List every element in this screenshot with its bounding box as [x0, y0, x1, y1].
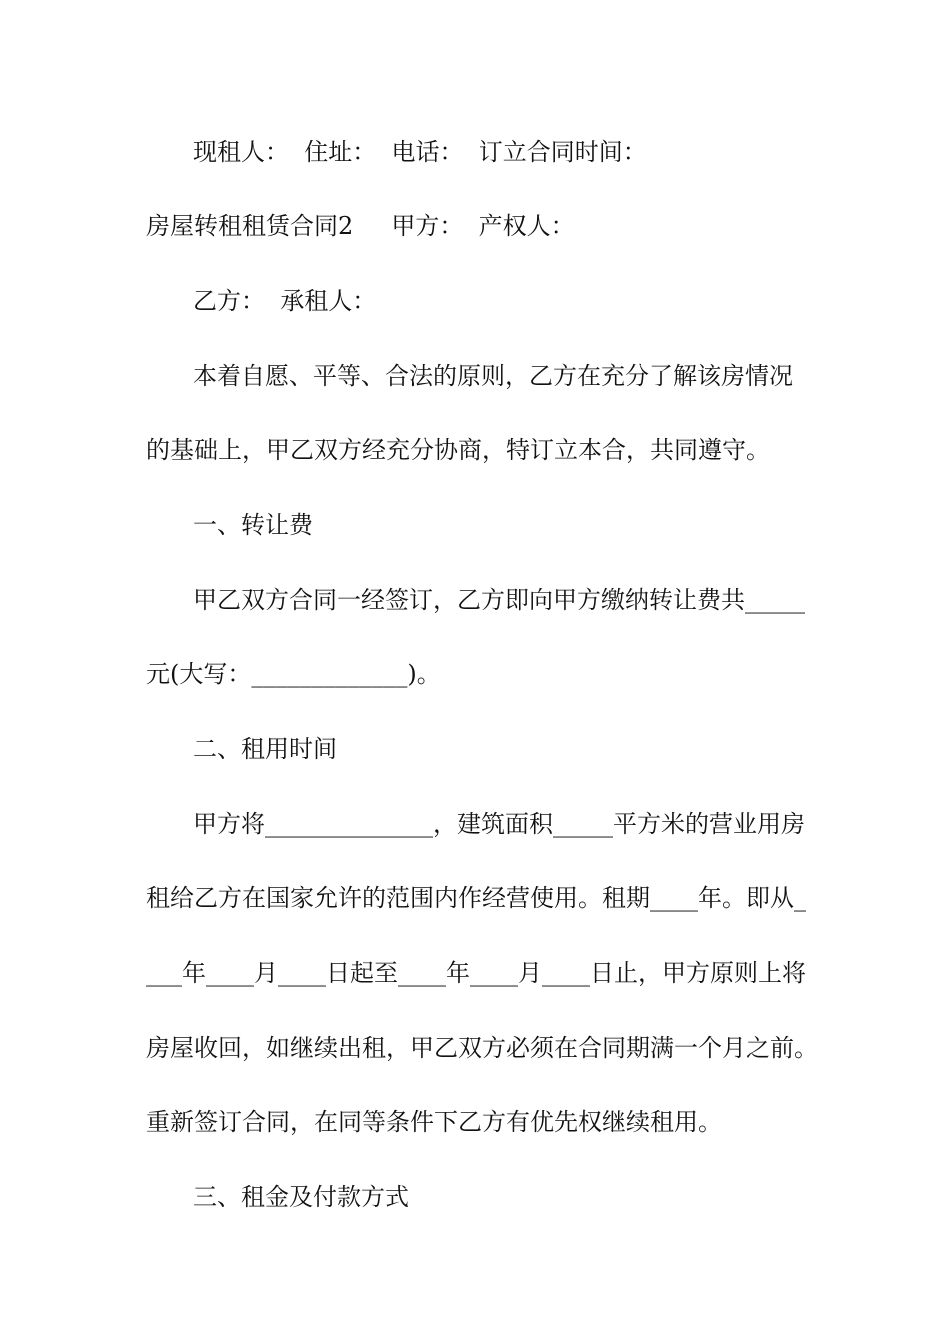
paragraph-line: 元(大写：_____________)。 — [146, 660, 441, 688]
paragraph-line: 租给乙方在国家允许的范围内作经营使用。租期____年。即从_ — [146, 884, 806, 912]
paragraph-line: 重新签订合同，在同等条件下乙方有优先权继续租用。 — [146, 1108, 722, 1136]
paragraph-line: 的基础上，甲乙双方经充分协商，特订立本合，共同遵守。 — [146, 436, 770, 464]
party-b-line: 乙方： 承租人： — [193, 287, 377, 315]
paragraph-line: 甲乙双方合同一经签订，乙方即向甲方缴纳转让费共_____ — [193, 586, 805, 614]
section-heading-rent-payment: 三、租金及付款方式 — [193, 1183, 409, 1211]
paragraph-line: 甲方将______________，建筑面积_____平方米的营业用房 — [193, 810, 805, 838]
section-heading-transfer-fee: 一、转让费 — [193, 511, 313, 539]
contract-title-line: 房屋转租租赁合同2 甲方： 产权人： — [146, 212, 575, 240]
paragraph-line: ___年____月____日起至____年____月____日止，甲方原则上将 — [146, 959, 806, 987]
paragraph-line: 本着自愿、平等、合法的原则，乙方在充分了解该房情况 — [193, 362, 793, 390]
header-info-line: 现租人： 住址： 电话： 订立合同时间： — [193, 138, 647, 166]
paragraph-line: 房屋收回，如继续出租，甲乙双方必须在合同期满一个月之前。 — [146, 1034, 818, 1062]
section-heading-rental-period: 二、租用时间 — [193, 735, 337, 763]
